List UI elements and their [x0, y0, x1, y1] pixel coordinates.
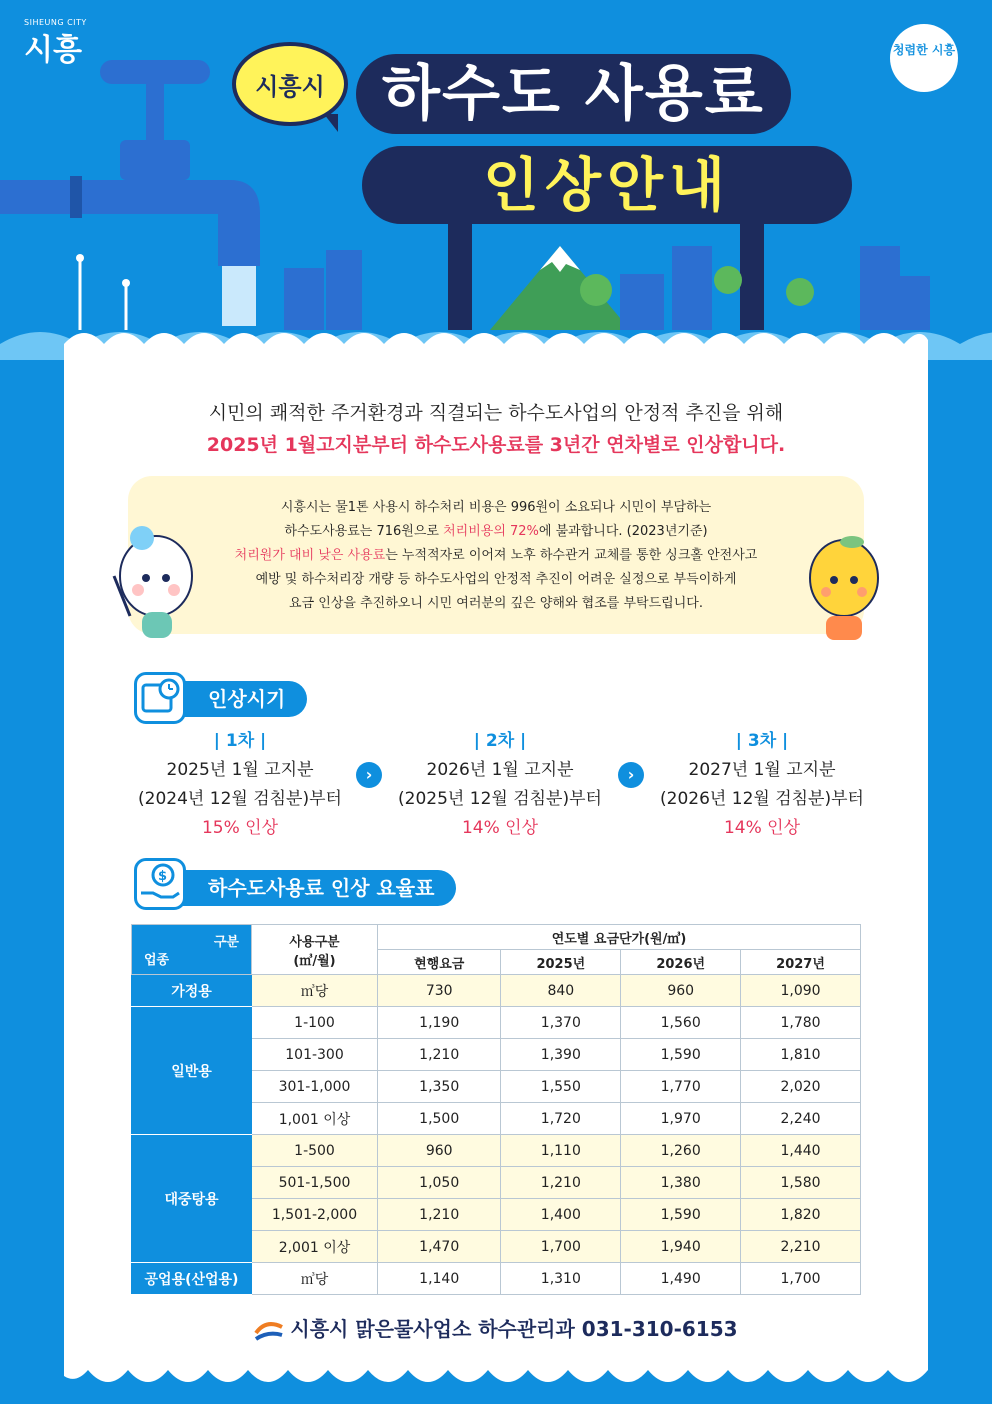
stage-date: 2025년 1월 고지분 [166, 760, 314, 780]
header-2026: 2026년 [621, 950, 741, 975]
intro-line2: 2025년 1월고지분부터 하수도사용료를 3년간 연차별로 인상합니다. [206, 434, 786, 456]
value-cell: 2,210 [741, 1231, 861, 1263]
table-row [132, 975, 861, 1007]
notice-text: 는 누적적자로 이어져 노후 하수관거 교체를 통한 싱크홀 안전사고 [385, 548, 758, 563]
value-cell: 1,210 [501, 1167, 621, 1199]
stage-reading: (2026년 12월 검침분)부터 [660, 789, 864, 809]
stage-number: | 3차 | [735, 731, 789, 751]
chevron-right-icon: › [618, 762, 644, 788]
stage-percent: 14% 인상 [723, 818, 801, 838]
mascot-right [804, 530, 884, 646]
range-cell: 101-300 [252, 1039, 378, 1071]
siheung-logo [24, 18, 87, 69]
siheung-mark-icon [254, 1321, 284, 1341]
header-usage-unit: (㎥/월) [293, 953, 336, 969]
value-cell: 1,470 [378, 1231, 501, 1263]
value-cell: 1,810 [741, 1039, 861, 1071]
stage-date: 2027년 1월 고지분 [688, 760, 836, 780]
notice-line1: 시흥시는 물1톤 사용시 하수처리 비용은 996원이 소요되나 시민이 부담하는 [280, 500, 712, 515]
calendar-icon [134, 672, 186, 724]
range-cell: 1,501-2,000 [252, 1199, 378, 1231]
value-cell: 840 [501, 975, 621, 1007]
value-cell: 1,560 [621, 1007, 741, 1039]
value-cell: 960 [378, 1135, 501, 1167]
notice-line3 [128, 544, 864, 563]
range-cell: ㎥당 [252, 975, 378, 1007]
value-cell: 1,190 [378, 1007, 501, 1039]
value-cell: 1,310 [501, 1263, 621, 1295]
category-bath: 대중탕용 [132, 1135, 252, 1263]
header-usage [252, 925, 378, 975]
range-cell: 301-1,000 [252, 1071, 378, 1103]
value-cell: 1,140 [378, 1263, 501, 1295]
value-cell: 1,400 [501, 1199, 621, 1231]
value-cell: 1,700 [501, 1231, 621, 1263]
coin-hand-icon [134, 858, 186, 910]
value-cell: 1,590 [621, 1039, 741, 1071]
value-cell: 1,050 [378, 1167, 501, 1199]
notice-highlight: 처리비용의 72% [443, 524, 539, 539]
value-cell: 1,380 [621, 1167, 741, 1199]
header-2025: 2025년 [501, 950, 621, 975]
value-cell: 1,720 [501, 1103, 621, 1135]
header-group: 연도별 요금단가(원/㎥) [378, 925, 861, 950]
stage-percent: 14% 인상 [461, 818, 539, 838]
notice-line4: 예방 및 하수처리장 개량 등 하수도사업의 안정적 추진이 어려운 실정으로 부득이하게 [255, 572, 737, 587]
notice-text: 에 불과합니다. (2023년기준) [538, 524, 708, 539]
rates-title: 하수도사용료 인상 요율표 [136, 870, 456, 906]
wave-bottom [0, 1360, 992, 1404]
value-cell: 1,210 [378, 1199, 501, 1231]
header-2027: 2027년 [741, 950, 861, 975]
category-home: 가정용 [132, 975, 252, 1007]
stage-number: | 2차 | [473, 731, 527, 751]
value-cell: 960 [621, 975, 741, 1007]
value-cell: 1,210 [378, 1039, 501, 1071]
notice-text: 하수도사용료는 716원으로 [284, 524, 444, 539]
faucet-pipe [0, 180, 230, 214]
building [284, 268, 324, 330]
stage-2 [380, 726, 620, 838]
value-cell: 1,260 [621, 1135, 741, 1167]
value-cell: 2,240 [741, 1103, 861, 1135]
value-cell: 1,090 [741, 975, 861, 1007]
value-cell: 1,350 [378, 1071, 501, 1103]
svg-text:$: $ [158, 869, 168, 884]
value-cell: 1,490 [621, 1263, 741, 1295]
value-cell: 1,770 [621, 1071, 741, 1103]
range-cell: 1-100 [252, 1007, 378, 1039]
range-cell: ㎥당 [252, 1263, 378, 1295]
header-upjong: 업종 [144, 953, 170, 968]
value-cell: 1,970 [621, 1103, 741, 1135]
water-stream [222, 266, 256, 326]
logo-korean: 시흥 [24, 33, 82, 68]
value-cell: 1,580 [741, 1167, 861, 1199]
header-usage-label: 사용구분 [289, 934, 340, 950]
category-industry: 공업용(산업용) [132, 1263, 252, 1295]
value-cell: 1,500 [378, 1103, 501, 1135]
value-cell: 730 [378, 975, 501, 1007]
intro-line1: 시민의 쾌적한 주거환경과 직결되는 하수도사업의 안정적 추진을 위해 [208, 402, 784, 424]
stage-1 [120, 726, 360, 838]
header-corner [132, 925, 252, 975]
notice-line5: 요금 인상을 추진하오니 시민 여러분의 깊은 양해와 협조를 부탁드립니다. [289, 596, 703, 611]
speech-bubble: 시흥시 [232, 42, 348, 126]
value-cell: 1,700 [741, 1263, 861, 1295]
stage-number: | 1차 | [213, 731, 267, 751]
rates-table [131, 924, 861, 1295]
value-cell: 1,550 [501, 1071, 621, 1103]
value-cell: 2,020 [741, 1071, 861, 1103]
stage-reading: (2024년 12월 검침분)부터 [138, 789, 342, 809]
logo-english: SIHEUNG CITY [24, 18, 87, 27]
schedule-title: 인상시기 [136, 681, 307, 717]
value-cell: 1,440 [741, 1135, 861, 1167]
value-cell: 1,370 [501, 1007, 621, 1039]
tree [580, 274, 612, 306]
value-cell: 1,110 [501, 1135, 621, 1167]
range-cell: 501-1,500 [252, 1167, 378, 1199]
title-line1: 하수도 사용료 [356, 54, 791, 134]
table-row [132, 1007, 861, 1039]
stage-date: 2026년 1월 고지분 [426, 760, 574, 780]
footer-contact [0, 1313, 992, 1342]
header-gubun: 구분 [213, 935, 239, 950]
range-cell: 1-500 [252, 1135, 378, 1167]
category-general: 일반용 [132, 1007, 252, 1135]
value-cell: 1,820 [741, 1199, 861, 1231]
table-row [132, 1263, 861, 1295]
notice-line2 [128, 520, 864, 539]
integrity-badge: 청렴한 시흥 [890, 24, 958, 92]
stage-percent: 15% 인상 [201, 818, 279, 838]
value-cell: 1,780 [741, 1007, 861, 1039]
stage-3 [642, 726, 882, 838]
value-cell: 1,390 [501, 1039, 621, 1071]
range-cell: 1,001 이상 [252, 1103, 378, 1135]
value-cell: 1,940 [621, 1231, 741, 1263]
value-cell: 1,590 [621, 1199, 741, 1231]
notice-box [128, 476, 864, 634]
wave-top [0, 322, 992, 362]
chevron-right-icon: › [356, 762, 382, 788]
stage-reading: (2025년 12월 검침분)부터 [398, 789, 602, 809]
table-row [132, 1135, 861, 1167]
header-current: 현행요금 [378, 950, 501, 975]
notice-highlight: 처리원가 대비 낮은 사용료 [234, 548, 386, 563]
footer-text: 시흥시 맑은물사업소 하수관리과 031-310-6153 [290, 1317, 738, 1341]
range-cell: 2,001 이상 [252, 1231, 378, 1263]
title-line2: 인상안내 [362, 146, 852, 224]
mascot-left [112, 520, 196, 644]
